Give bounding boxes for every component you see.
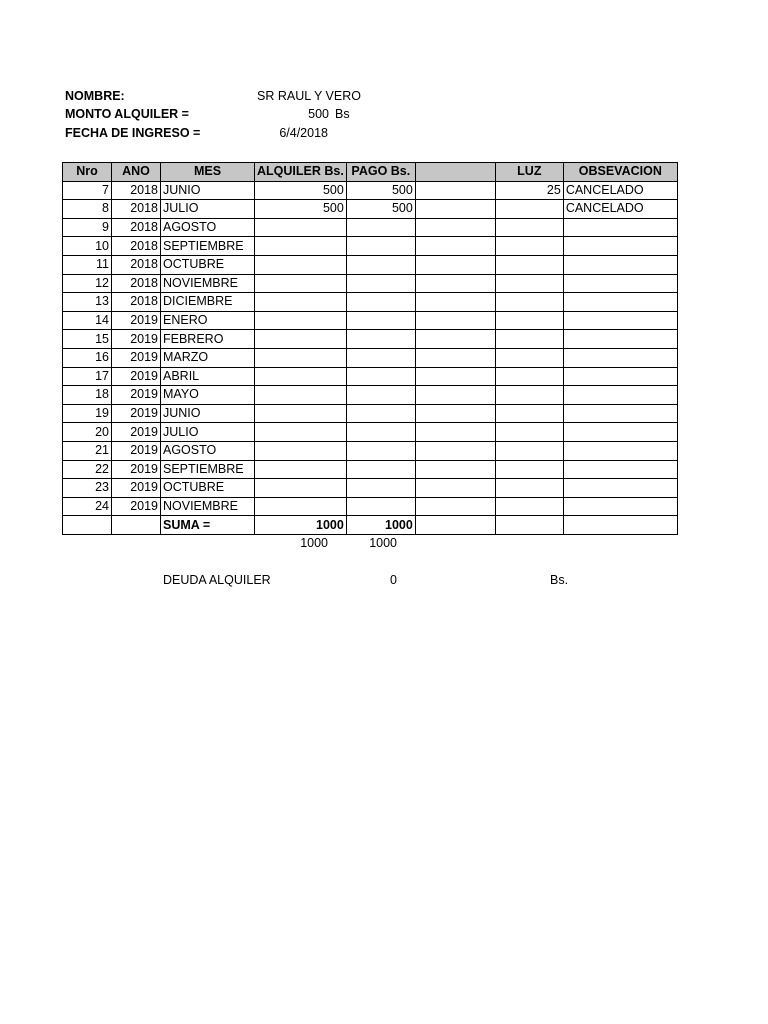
cell-mes: SEPTIEMBRE <box>161 460 255 479</box>
table-row <box>63 293 678 312</box>
cell-luz <box>495 293 563 312</box>
cell-ano: 2019 <box>112 367 161 386</box>
cell-observacion <box>563 386 677 405</box>
cell-ano: 2018 <box>112 274 161 293</box>
nombre-value: SR RAUL Y VERO <box>257 89 361 103</box>
cell-ano: 2018 <box>112 218 161 237</box>
suma-row <box>63 516 678 535</box>
deuda-unit: Bs. <box>550 573 569 587</box>
cell-pago <box>346 330 415 349</box>
cell-observacion <box>563 479 677 498</box>
table-row <box>63 311 678 330</box>
table-row <box>63 497 678 516</box>
cell-blank <box>415 367 495 386</box>
deuda-label: DEUDA ALQUILER <box>163 573 271 587</box>
cell-ano: 2019 <box>112 311 161 330</box>
table-row <box>63 255 678 274</box>
cell-mes: MARZO <box>161 348 255 367</box>
cell-luz <box>495 460 563 479</box>
cell-observacion <box>563 237 677 256</box>
cell-nro: 12 <box>63 274 112 293</box>
cell-luz <box>495 348 563 367</box>
monto-alquiler-value: 500 <box>308 107 329 121</box>
cell-observacion: CANCELADO <box>563 181 677 200</box>
cell-nro: 10 <box>63 237 112 256</box>
cell-alquiler: 500 <box>255 200 347 219</box>
cell-pago <box>346 404 415 423</box>
cell-pago <box>346 423 415 442</box>
suma-empty-cell <box>495 516 563 535</box>
cell-pago: 500 <box>346 200 415 219</box>
table-row <box>63 218 678 237</box>
cell-mes: JULIO <box>161 200 255 219</box>
suma-empty-cell <box>415 516 495 535</box>
cell-blank <box>415 497 495 516</box>
cell-nro: 11 <box>63 255 112 274</box>
cell-nro: 8 <box>63 200 112 219</box>
fecha-ingreso-value: 6/4/2018 <box>279 126 328 140</box>
cell-mes: DICIEMBRE <box>161 293 255 312</box>
cell-alquiler <box>255 274 347 293</box>
cell-luz <box>495 423 563 442</box>
cell-blank <box>415 423 495 442</box>
rent-table <box>62 162 678 535</box>
cell-ano: 2019 <box>112 386 161 405</box>
cell-mes: OCTUBRE <box>161 479 255 498</box>
cell-blank <box>415 348 495 367</box>
suma-empty-cell <box>112 516 161 535</box>
table-row <box>63 386 678 405</box>
cell-observacion <box>563 255 677 274</box>
cell-blank <box>415 181 495 200</box>
cell-blank <box>415 255 495 274</box>
cell-nro: 13 <box>63 293 112 312</box>
cell-pago <box>346 218 415 237</box>
header-luz: LUZ <box>495 163 563 182</box>
cell-mes: MAYO <box>161 386 255 405</box>
cell-luz <box>495 330 563 349</box>
nombre-label: NOMBRE: <box>65 89 125 103</box>
cell-mes: OCTUBRE <box>161 255 255 274</box>
total-pago-below: 1000 <box>369 536 397 550</box>
cell-nro: 21 <box>63 441 112 460</box>
cell-observacion <box>563 293 677 312</box>
cell-alquiler: 500 <box>255 181 347 200</box>
cell-blank <box>415 460 495 479</box>
cell-ano: 2019 <box>112 330 161 349</box>
cell-alquiler <box>255 348 347 367</box>
cell-blank <box>415 274 495 293</box>
suma-empty-cell <box>563 516 677 535</box>
header-pago: PAGO Bs. <box>346 163 415 182</box>
cell-alquiler <box>255 404 347 423</box>
cell-alquiler <box>255 218 347 237</box>
cell-ano: 2019 <box>112 423 161 442</box>
cell-mes: NOVIEMBRE <box>161 274 255 293</box>
cell-nro: 17 <box>63 367 112 386</box>
monto-alquiler-label: MONTO ALQUILER = <box>65 107 189 121</box>
cell-luz <box>495 255 563 274</box>
cell-luz <box>495 367 563 386</box>
cell-mes: AGOSTO <box>161 441 255 460</box>
cell-mes: SEPTIEMBRE <box>161 237 255 256</box>
cell-nro: 20 <box>63 423 112 442</box>
cell-alquiler <box>255 460 347 479</box>
cell-alquiler <box>255 237 347 256</box>
cell-luz <box>495 404 563 423</box>
cell-ano: 2018 <box>112 200 161 219</box>
table-row <box>63 200 678 219</box>
cell-ano: 2019 <box>112 497 161 516</box>
header-blank <box>415 163 495 182</box>
table-row <box>63 460 678 479</box>
cell-mes: AGOSTO <box>161 218 255 237</box>
cell-alquiler <box>255 423 347 442</box>
suma-label: SUMA = <box>161 516 255 535</box>
cell-luz: 25 <box>495 181 563 200</box>
cell-blank <box>415 404 495 423</box>
cell-observacion <box>563 460 677 479</box>
cell-ano: 2019 <box>112 348 161 367</box>
cell-observacion <box>563 441 677 460</box>
header-nro: Nro <box>63 163 112 182</box>
cell-nro: 19 <box>63 404 112 423</box>
cell-pago <box>346 386 415 405</box>
cell-ano: 2018 <box>112 255 161 274</box>
cell-pago <box>346 274 415 293</box>
cell-blank <box>415 330 495 349</box>
table-row <box>63 274 678 293</box>
cell-observacion <box>563 311 677 330</box>
fecha-ingreso-label: FECHA DE INGRESO = <box>65 126 201 140</box>
cell-alquiler <box>255 497 347 516</box>
cell-nro: 15 <box>63 330 112 349</box>
cell-nro: 24 <box>63 497 112 516</box>
table-row <box>63 330 678 349</box>
cell-nro: 14 <box>63 311 112 330</box>
cell-mes: NOVIEMBRE <box>161 497 255 516</box>
table-row <box>63 348 678 367</box>
cell-ano: 2019 <box>112 404 161 423</box>
cell-nro: 18 <box>63 386 112 405</box>
cell-observacion <box>563 348 677 367</box>
cell-alquiler <box>255 441 347 460</box>
cell-ano: 2018 <box>112 293 161 312</box>
cell-mes: JUNIO <box>161 404 255 423</box>
cell-observacion: CANCELADO <box>563 200 677 219</box>
cell-nro: 9 <box>63 218 112 237</box>
header-alquiler: ALQUILER Bs. <box>255 163 347 182</box>
cell-observacion <box>563 274 677 293</box>
cell-mes: FEBRERO <box>161 330 255 349</box>
cell-pago <box>346 348 415 367</box>
cell-pago <box>346 237 415 256</box>
table-row <box>63 404 678 423</box>
cell-blank <box>415 386 495 405</box>
cell-ano: 2019 <box>112 441 161 460</box>
cell-ano: 2018 <box>112 237 161 256</box>
cell-pago <box>346 255 415 274</box>
suma-pago: 1000 <box>346 516 415 535</box>
cell-observacion <box>563 218 677 237</box>
cell-observacion <box>563 404 677 423</box>
cell-alquiler <box>255 479 347 498</box>
cell-blank <box>415 200 495 219</box>
cell-nro: 22 <box>63 460 112 479</box>
table-row <box>63 181 678 200</box>
cell-ano: 2019 <box>112 460 161 479</box>
deuda-value: 0 <box>390 573 397 587</box>
cell-observacion <box>563 423 677 442</box>
cell-ano: 2019 <box>112 479 161 498</box>
cell-pago <box>346 460 415 479</box>
cell-blank <box>415 479 495 498</box>
cell-pago <box>346 497 415 516</box>
cell-pago <box>346 479 415 498</box>
cell-observacion <box>563 497 677 516</box>
cell-mes: ENERO <box>161 311 255 330</box>
header-observacion: OBSEVACION <box>563 163 677 182</box>
header-mes: MES <box>161 163 255 182</box>
cell-pago <box>346 441 415 460</box>
cell-blank <box>415 311 495 330</box>
cell-alquiler <box>255 293 347 312</box>
cell-nro: 23 <box>63 479 112 498</box>
suma-alquiler: 1000 <box>255 516 347 535</box>
cell-luz <box>495 441 563 460</box>
cell-alquiler <box>255 311 347 330</box>
table-row <box>63 441 678 460</box>
cell-ano: 2018 <box>112 181 161 200</box>
cell-alquiler <box>255 255 347 274</box>
cell-observacion <box>563 330 677 349</box>
cell-luz <box>495 311 563 330</box>
table-row <box>63 423 678 442</box>
table-row <box>63 479 678 498</box>
cell-blank <box>415 293 495 312</box>
cell-luz <box>495 274 563 293</box>
cell-mes: ABRIL <box>161 367 255 386</box>
cell-nro: 7 <box>63 181 112 200</box>
cell-luz <box>495 237 563 256</box>
suma-empty-cell <box>63 516 112 535</box>
cell-pago <box>346 367 415 386</box>
cell-mes: JUNIO <box>161 181 255 200</box>
cell-luz <box>495 479 563 498</box>
cell-nro: 16 <box>63 348 112 367</box>
cell-mes: JULIO <box>161 423 255 442</box>
cell-pago: 500 <box>346 181 415 200</box>
cell-alquiler <box>255 330 347 349</box>
cell-luz <box>495 200 563 219</box>
cell-luz <box>495 386 563 405</box>
cell-blank <box>415 218 495 237</box>
cell-observacion <box>563 367 677 386</box>
table-row <box>63 367 678 386</box>
header-ano: ANO <box>112 163 161 182</box>
monto-alquiler-unit: Bs <box>335 107 350 121</box>
cell-alquiler <box>255 367 347 386</box>
table-row <box>63 237 678 256</box>
table-header-row <box>63 163 678 182</box>
cell-luz <box>495 218 563 237</box>
total-alquiler-below: 1000 <box>300 536 328 550</box>
cell-pago <box>346 293 415 312</box>
cell-alquiler <box>255 386 347 405</box>
cell-blank <box>415 237 495 256</box>
cell-pago <box>346 311 415 330</box>
cell-luz <box>495 497 563 516</box>
cell-blank <box>415 441 495 460</box>
